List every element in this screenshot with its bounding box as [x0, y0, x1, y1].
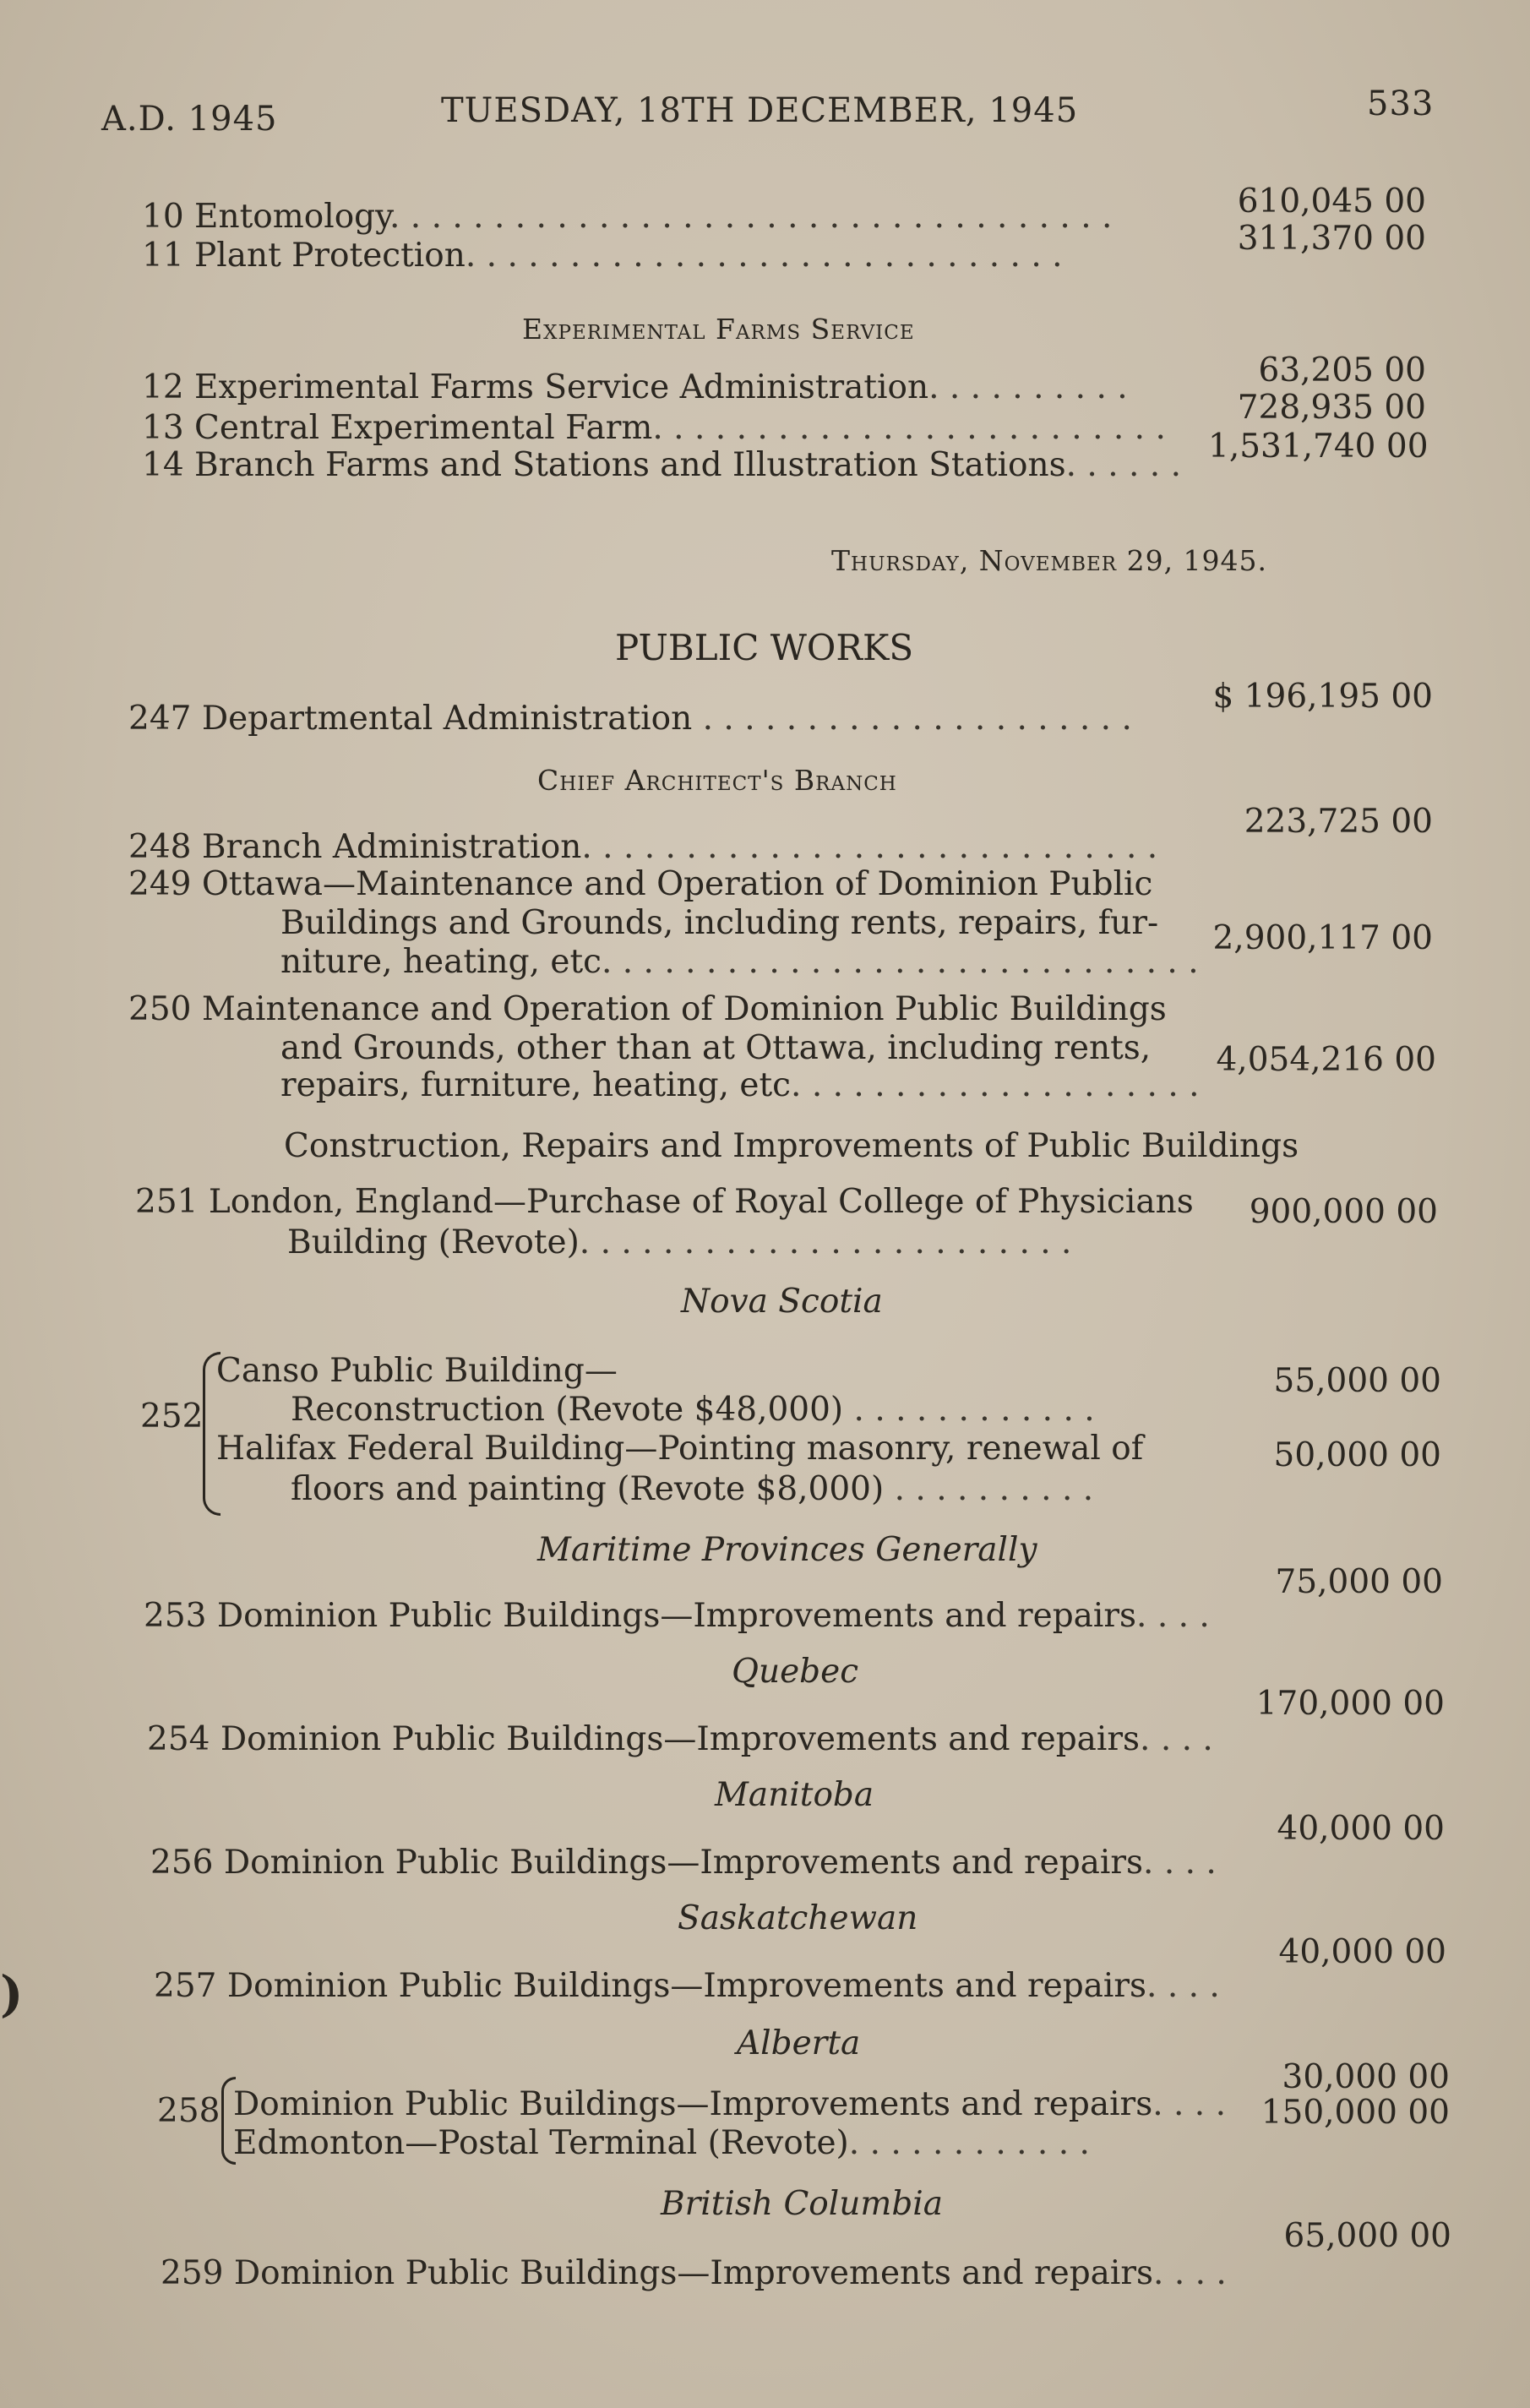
province-british-columbia: British Columbia: [661, 2185, 944, 2223]
item-252-b-line-1: Halifax Federal Building—Pointing masonry, renewal of: [216, 1430, 1144, 1468]
leader-dots: . . . .: [1136, 1597, 1210, 1635]
amount-250: 4,054,216 00: [1216, 1041, 1436, 1079]
item-251-line-1: 251 London, England—Purchase of Royal College of Physicians: [135, 1183, 1194, 1221]
amount-11: 311,370 00: [1237, 220, 1426, 258]
amount-259: 65,000 00: [1283, 2217, 1451, 2255]
leader-dots: . . . . . . . . . . . . . . . . . . . . .: [692, 700, 1132, 738]
province-nova-scotia: Nova Scotia: [681, 1283, 883, 1321]
item-250-line-3: repairs, furniture, heating, etc. . . . . . . . . . . . . . . . . . . .: [280, 1066, 1200, 1104]
construction-heading: Construction, Repairs and Improvements of Public Buildings: [284, 1127, 1299, 1165]
line-item-254: 254 Dominion Public Buildings—Improvements and repairs. . . .: [147, 1720, 1213, 1758]
amount-249: 2,900,117 00: [1212, 919, 1433, 957]
section-heading-chief-architect: Chief Architect's Branch: [537, 764, 897, 797]
leader-dots: . . . . . . . . . . . . . . . . . . . . . . . . .: [652, 409, 1166, 447]
item-249-line-2: Buildings and Grounds, including rents, repairs, fur-: [280, 904, 1159, 942]
amount-253: 75,000 00: [1275, 1563, 1443, 1601]
item-251-line-2: Building (Revote). . . . . . . . . . . . . . . . . . . . . . . .: [287, 1223, 1072, 1261]
section-heading-experimental: Experimental Farms Service: [522, 313, 915, 346]
amount-10: 610,045 00: [1237, 183, 1426, 221]
item-258-b-line: Edmonton—Postal Terminal (Revote). . . . . . . . . . . .: [233, 2124, 1090, 2162]
leader-dots: . . . . . . . . . . . . . . . . . . . . . . . . . . . .: [581, 828, 1158, 866]
header-date: TUESDAY, 18TH DECEMBER, 1945: [441, 91, 1079, 130]
amount-13: 728,935 00: [1237, 389, 1426, 427]
section-heading-public-works: PUBLIC WORKS: [615, 627, 914, 668]
amount-252-a: 55,000 00: [1273, 1362, 1441, 1400]
leader-dots: . . . . . . . . . . . . . . . . . . . .: [791, 1066, 1200, 1104]
leader-dots: . . . .: [1143, 1844, 1217, 1882]
line-item-10: 10 Entomology. . . . . . . . . . . . . . . . . . . . . . . . . . . . . . . . . . .: [142, 198, 1113, 236]
item-258-a-line: Dominion Public Buildings—Improvements and repairs. . . .: [233, 2085, 1226, 2123]
item-252-number: 252: [140, 1397, 204, 1436]
line-item-11: 11 Plant Protection. . . . . . . . . . . . . . . . . . . . . . . . . . . . .: [142, 237, 1063, 275]
item-252-a-line-1: Canso Public Building—: [216, 1352, 618, 1390]
item-249-line-1: 249 Ottawa—Maintenance and Operation of Dominion Public: [128, 865, 1153, 903]
province-manitoba: Manitoba: [715, 1776, 874, 1814]
line-item-12: 12 Experimental Farms Service Administration. . . . . . . . . .: [142, 368, 1128, 406]
province-quebec: Quebec: [732, 1653, 859, 1691]
leader-dots: . . . .: [1152, 2085, 1226, 2123]
line-item-259: 259 Dominion Public Buildings—Improvements and repairs. . . .: [161, 2254, 1227, 2292]
leader-dots: . . . . . . . . . . . . . . . . . . . . . . . . . . . . .: [465, 237, 1063, 275]
line-item-256: 256 Dominion Public Buildings—Improvements and repairs. . . .: [150, 1844, 1217, 1882]
amount-258-a: 30,000 00: [1282, 2058, 1450, 2096]
amount-257: 40,000 00: [1278, 1933, 1446, 1971]
line-item-257: 257 Dominion Public Buildings—Improvements and repairs. . . .: [154, 1967, 1220, 2005]
leader-dots: . . . . . . . . . .: [884, 1470, 1094, 1508]
amount-256: 40,000 00: [1277, 1810, 1445, 1848]
item-250-line-1: 250 Maintenance and Operation of Dominion Public Buildings: [128, 990, 1167, 1028]
amount-247: $ 196,195 00: [1212, 678, 1433, 716]
amount-252-b: 50,000 00: [1273, 1436, 1441, 1474]
amount-14: 1,531,740 00: [1208, 428, 1429, 466]
leader-dots: . . . . . . . . . . . .: [843, 1391, 1095, 1429]
line-item-248: 248 Branch Administration. . . . . . . . . . . . . . . . . . . . . . . . . . . .: [128, 828, 1158, 866]
item-258-number: 258: [157, 2092, 221, 2130]
amount-254: 170,000 00: [1255, 1685, 1445, 1723]
leader-dots: . . . . . . . . . . . . . . . . . . . . . . . . . . . . .: [601, 943, 1199, 981]
line-item-247: 247 Departmental Administration . . . . . . . . . . . . . . . . . . . . .: [128, 700, 1132, 738]
leader-dots: . . . . . . . . . .: [928, 368, 1128, 406]
line-item-253: 253 Dominion Public Buildings—Improvements and repairs. . . .: [144, 1597, 1210, 1635]
leader-dots: . . . .: [1140, 1720, 1213, 1758]
item-252-a-line-2: Reconstruction (Revote $48,000) . . . . . . . . . . . .: [291, 1391, 1095, 1429]
province-alberta: Alberta: [737, 2024, 861, 2062]
amount-258-b: 150,000 00: [1260, 2094, 1450, 2132]
amount-12: 63,205 00: [1258, 351, 1426, 390]
line-item-14: 14 Branch Farms and Stations and Illustration Stations. . . . . .: [142, 446, 1181, 484]
date-line: Thursday, November 29, 1945.: [831, 544, 1268, 577]
item-252-b-line-2: floors and painting (Revote $8,000) . . . . . . . . . .: [291, 1470, 1094, 1508]
leader-dots: . . . . . . . . . . . . . . . . . . . . . . . . . . . . . . . . . . .: [389, 198, 1113, 236]
amount-248: 223,725 00: [1244, 803, 1433, 841]
margin-parenthesis-mark: ): [0, 1965, 24, 2023]
item-250-line-2: and Grounds, other than at Ottawa, including rents,: [280, 1029, 1152, 1067]
region-maritime: Maritime Provinces Generally: [537, 1531, 1037, 1569]
province-saskatchewan: Saskatchewan: [678, 1899, 918, 1937]
line-item-13: 13 Central Experimental Farm. . . . . . . . . . . . . . . . . . . . . . . . .: [142, 409, 1166, 447]
page-number: 533: [1367, 84, 1435, 123]
amount-251: 900,000 00: [1249, 1193, 1438, 1231]
leader-dots: . . . . . .: [1065, 446, 1181, 484]
leader-dots: . . . .: [1153, 2254, 1227, 2292]
leader-dots: . . . . . . . . . . . . . . . . . . . . . . . .: [579, 1223, 1072, 1261]
item-249-line-3: niture, heating, etc. . . . . . . . . . . . . . . . . . . . . . . . . . . . .: [280, 943, 1199, 981]
header-year: A.D. 1945: [101, 100, 278, 139]
leader-dots: . . . . . . . . . . . .: [848, 2124, 1090, 2162]
leader-dots: . . . .: [1146, 1967, 1220, 2005]
